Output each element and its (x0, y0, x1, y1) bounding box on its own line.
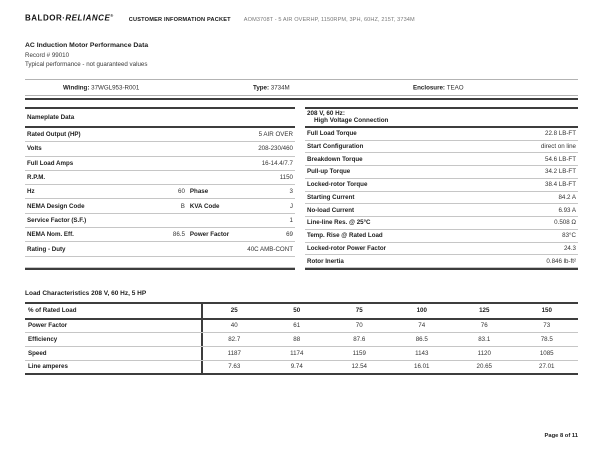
row-label: NEMA Nom. Eff. (27, 231, 74, 239)
load-row-label: Line amperes (25, 361, 203, 374)
row-value: 6.93 A (558, 206, 576, 214)
logo-baldor-text: BALDOR (25, 13, 63, 23)
connection-row (305, 153, 578, 166)
load-cell: 1143 (415, 349, 429, 357)
load-cell: 86.5 (415, 336, 428, 344)
row-label: No-load Current (307, 206, 355, 214)
record-number: Record # 99010 (25, 51, 70, 59)
nameplate-table (25, 107, 295, 270)
load-cell: 20.65 (476, 363, 492, 371)
type-cell (253, 84, 290, 91)
disclaimer-note: Typical performance - not guaranteed values (25, 61, 148, 68)
load-cell: 87.6 (353, 336, 366, 344)
nameplate-row (25, 142, 295, 156)
load-table-row (25, 320, 578, 334)
load-cell: 88 (293, 336, 301, 344)
connection-rows (305, 128, 578, 268)
row-label: Full Load Torque (307, 130, 357, 138)
row-value: 1 (289, 216, 293, 224)
connection-title-line1: 208 V, 60 Hz: (307, 110, 345, 118)
enclosure-cell (413, 84, 464, 91)
load-cell: 1174 (290, 349, 304, 357)
row-label: NEMA Design Code (27, 202, 85, 210)
load-cell: 61 (293, 322, 301, 330)
load-column-header: 25 (230, 307, 238, 315)
nameplate-empty-row (25, 257, 295, 268)
load-cell: 16.01 (414, 363, 430, 371)
connection-row (305, 204, 578, 217)
connection-table (305, 107, 578, 270)
load-column-header: 150 (541, 307, 552, 315)
enclosure-value: TEAO (446, 84, 464, 91)
row-pair-1 (27, 188, 188, 195)
title-block (25, 41, 148, 69)
row-label: Start Configuration (307, 142, 364, 150)
load-cell: 1120 (477, 349, 491, 357)
connection-row (305, 192, 578, 205)
nameplate-row (25, 199, 295, 213)
load-row-label: Efficiency (25, 333, 203, 346)
load-row-label: Speed (25, 347, 203, 360)
nameplate-row (25, 228, 295, 242)
row-value: 0.508 Ω (554, 219, 576, 227)
row-value: 86.5 (172, 231, 185, 239)
row-label: Pull-up Torque (307, 168, 351, 176)
load-table-row (25, 333, 578, 347)
load-cell: 7.63 (228, 363, 241, 371)
row-label: Starting Current (307, 193, 355, 201)
load-cell: 78.5 (540, 336, 553, 344)
winding-label: Winding: (63, 84, 90, 91)
connection-row (305, 217, 578, 230)
row-value: 38.4 LB-FT (545, 181, 576, 189)
row-value-2: 69 (286, 231, 293, 239)
row-value: 24.3 (563, 244, 576, 252)
row-pair-2 (188, 231, 293, 238)
registered-trademark-icon: ® (110, 13, 114, 18)
baldor-reliance-logo (25, 13, 114, 23)
load-cell: 1159 (352, 349, 366, 357)
row-label: Full Load Amps (27, 159, 74, 167)
connection-row (305, 230, 578, 243)
enclosure-label: Enclosure: (413, 84, 445, 91)
load-header-label: % of Rated Load (25, 304, 203, 318)
connection-row (305, 128, 578, 141)
type-label: Type: (253, 84, 270, 91)
row-value: 5 AIR OVER (258, 131, 293, 139)
row-pair-2 (188, 203, 293, 210)
load-cell: 73 (543, 322, 551, 330)
row-label: Service Factor (S.F.) (27, 216, 87, 224)
load-table-header-row (25, 304, 578, 320)
type-value: 3734M (270, 84, 290, 91)
row-value: 34.2 LB-FT (545, 168, 576, 176)
row-value: direct on line (540, 142, 576, 150)
nameplate-row (25, 171, 295, 185)
load-characteristics-table (25, 302, 578, 375)
connection-table-header (305, 109, 578, 128)
row-value: 84.2 A (558, 193, 576, 201)
nameplate-rows (25, 128, 295, 257)
nameplate-table-header (25, 109, 295, 128)
logo-dot-separator: · (62, 13, 66, 23)
load-cell: 83.1 (478, 336, 491, 344)
connection-row (305, 243, 578, 256)
load-row-label: Power Factor (25, 320, 203, 333)
row-value: 208-230/460 (258, 145, 293, 153)
packet-title: CUSTOMER INFORMATION PACKET (128, 16, 231, 23)
page-header (25, 13, 585, 23)
row-label: Rotor Inertia (307, 257, 344, 265)
row-value: 60 (178, 188, 185, 196)
row-value: 1150 (279, 174, 293, 182)
row-value: B (180, 202, 185, 210)
connection-row (305, 179, 578, 192)
row-value: 83°C (562, 232, 576, 240)
load-column-header: 75 (355, 307, 363, 315)
connection-row (305, 166, 578, 179)
load-cell: 76 (480, 322, 488, 330)
row-value: 0.846 lb-ft² (546, 257, 576, 265)
load-cell: 1187 (227, 349, 241, 357)
row-label: Locked-rotor Power Factor (307, 244, 387, 252)
connection-row (305, 141, 578, 154)
document-title: AC Induction Motor Performance Data (25, 42, 149, 49)
load-cell: 9.74 (290, 363, 303, 371)
motor-model-line: AOM3708T - 5 AIR OVERHP, 1150RPM, 3PH, 60HZ, 215T, 3734M (243, 16, 415, 23)
winding-value: 37WGL953-R001 (91, 84, 140, 91)
load-column-header: 125 (479, 307, 490, 315)
load-cell: 27.01 (539, 363, 555, 371)
load-cell: 12.54 (351, 363, 367, 371)
winding-row (25, 79, 578, 96)
row-label: Line-line Res. @ 25°C (307, 219, 371, 227)
nameplate-row (25, 128, 295, 142)
row-label: Volts (27, 145, 42, 153)
row-label: R.P.M. (27, 174, 46, 182)
nameplate-row (25, 214, 295, 228)
row-pair-1 (27, 203, 188, 210)
winding-cell (63, 84, 139, 91)
nameplate-row (25, 242, 295, 256)
row-value: 16-14.4/7.7 (261, 159, 293, 167)
row-value-2: 3 (289, 188, 293, 196)
row-label: Rated Output (HP) (27, 131, 81, 139)
page-number: Page 8 of 11 (544, 433, 578, 439)
connection-title-line2: High Voltage Connection (314, 117, 389, 125)
row-label: Breakdown Torque (307, 155, 363, 163)
row-value-2: J (289, 202, 293, 210)
load-characteristics-title: Load Characteristics 208 V, 60 Hz, 5 HP (25, 290, 147, 297)
load-cell: 70 (355, 322, 363, 330)
load-table-row (25, 361, 578, 374)
load-cell: 82.7 (228, 336, 241, 344)
thick-divider (25, 98, 578, 100)
row-label: Locked-rotor Torque (307, 181, 368, 189)
row-value: 22.8 LB-FT (545, 130, 576, 138)
load-cell: 74 (418, 322, 426, 330)
nameplate-row (25, 157, 295, 171)
row-label-2: KVA Code (189, 202, 220, 210)
row-label: Hz (27, 188, 35, 196)
load-cell: 1085 (539, 349, 554, 357)
row-label: Temp. Rise @ Rated Load (307, 232, 383, 240)
row-label: Rating - Duty (27, 245, 66, 253)
row-label-2: Phase (189, 188, 209, 196)
load-column-header: 100 (416, 307, 427, 315)
load-cell: 40 (230, 322, 238, 330)
nameplate-row (25, 185, 295, 199)
row-pair-2 (188, 188, 293, 195)
row-label-2: Power Factor (189, 231, 230, 239)
connection-row (305, 255, 578, 268)
row-pair-1 (27, 231, 188, 238)
winding-bar (25, 79, 578, 100)
load-table-row (25, 347, 578, 361)
load-column-header: 50 (293, 307, 301, 315)
logo-reliance-text: RELIANCE (65, 13, 111, 23)
nameplate-title: Nameplate Data (27, 114, 75, 121)
row-value: 40C AMB-CONT (247, 245, 293, 253)
row-value: 54.6 LB-FT (545, 155, 576, 163)
